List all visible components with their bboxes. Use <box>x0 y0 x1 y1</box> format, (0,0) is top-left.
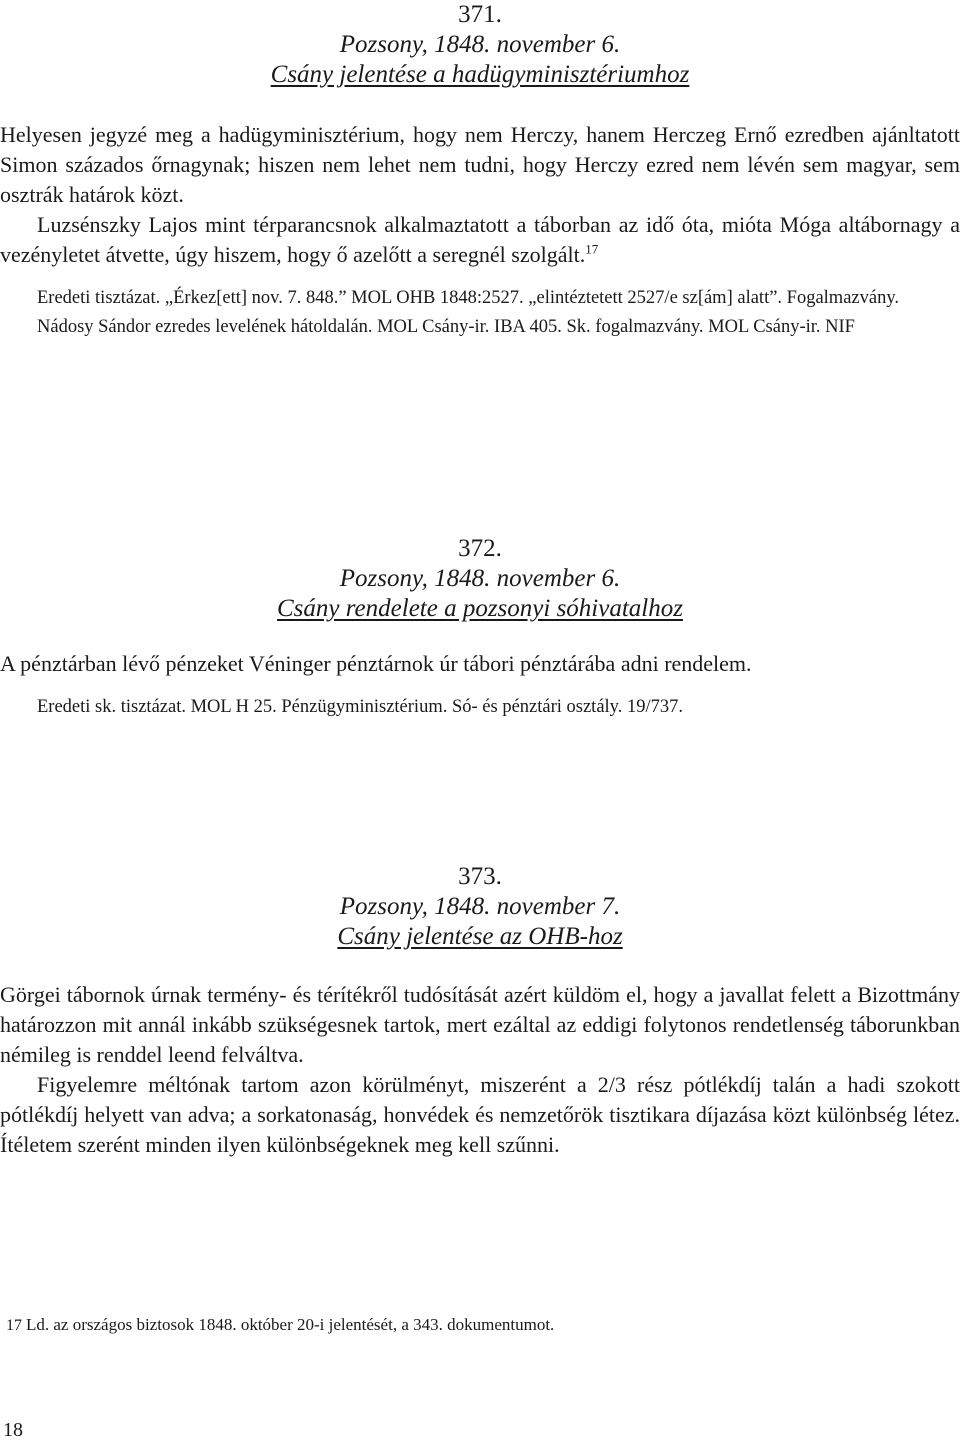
document-373 <box>0 862 960 1160</box>
document-371 <box>0 0 960 342</box>
body-paragraph: Görgei tábornok úrnak termény- és térítékről tudósítását azért küldöm el, hogy a javallat felett a Bizottmány határozzon mit annál inkább szükségesnek tartok, mert ezáltal az eddigi folytonos rendetlenség táborunkban némileg is renddel leend felváltva. <box>0 982 960 1067</box>
document-place-date: Pozsony, 1848. november 7. <box>339 893 621 920</box>
document-title: Csány jelentése a hadügyminisztériumhoz <box>270 61 690 88</box>
document-body <box>0 120 960 270</box>
footnote-text: Ld. az országos biztosok 1848. október 20-i jelentését, a 343. dokumentumot. <box>26 1315 555 1334</box>
source-note: Eredeti sk. tisztázat. MOL H 25. Pénzügyminisztérium. Só- és pénztári osztály. 19/737. <box>37 697 683 717</box>
page-number: 18 <box>3 1419 23 1441</box>
document-body <box>0 980 960 1160</box>
source-note: Eredeti tisztázat. „Érkez[ett] nov. 7. 848.” MOL OHB 1848:2527. „elintéztetett 2527/e sz[ám] alatt”. Fogalmazvány. Nádosy Sándor ezredes levelének hátoldalán. MOL Csány-ir. IBA 405. Sk. fogalmazvány. MOL Csány-ir. NIF <box>37 288 900 337</box>
body-paragraph: Helyesen jegyzé meg a hadügyminisztérium, hogy nem Herczy, hanem Herczeg Ernő ezredben ajánltatott Simon százados őrnagynak; hiszen nem lehet nem tudni, hogy Herczy ezred nem lévén sem magyar, sem osztrák határok közt. <box>0 122 960 207</box>
document-372 <box>0 534 960 722</box>
footnote-reference[interactable]: 17 <box>585 241 599 257</box>
document-number: 372. <box>458 535 502 562</box>
document-header <box>0 534 960 624</box>
footnote <box>0 1313 960 1338</box>
document-title: Csány rendelete a pozsonyi sóhivatalhoz <box>277 595 683 622</box>
document-body <box>0 649 960 679</box>
document-place-date: Pozsony, 1848. november 6. <box>339 565 621 592</box>
document-number: 373. <box>458 863 502 890</box>
body-paragraph: A pénztárban lévő pénzeket Véninger pénztárnok úr tábori pénztárába adni rendelem. <box>0 651 752 676</box>
document-header <box>0 862 960 952</box>
document-number: 371. <box>458 1 502 28</box>
body-paragraph: Figyelemre méltónak tartom azon körülményt, miszerént a 2/3 rész pótlékdíj talán a hadi szokott pótlékdíj helyett van adva; a sorkatonaság, honvédek és nemzetőrök tisztikara díjazása közt különbség létez. Ítéletem szerént minden ilyen különbségeknek meg kell szűnni. <box>0 1072 960 1157</box>
body-paragraph <box>0 210 960 270</box>
document-header <box>0 0 960 90</box>
document-place-date: Pozsony, 1848. november 6. <box>339 31 621 58</box>
footnote-mark: 17 <box>6 1317 22 1334</box>
paragraph-text: Luzsénszky Lajos mint térparancsnok alkalmaztatott a táborban az idő óta, mióta Móga altábornagy a vezényletet átvette, úgy hiszem, hogy ő azelőtt a seregnél szolgált. <box>0 212 960 267</box>
document-title: Csány jelentése az OHB-hoz <box>337 923 623 950</box>
